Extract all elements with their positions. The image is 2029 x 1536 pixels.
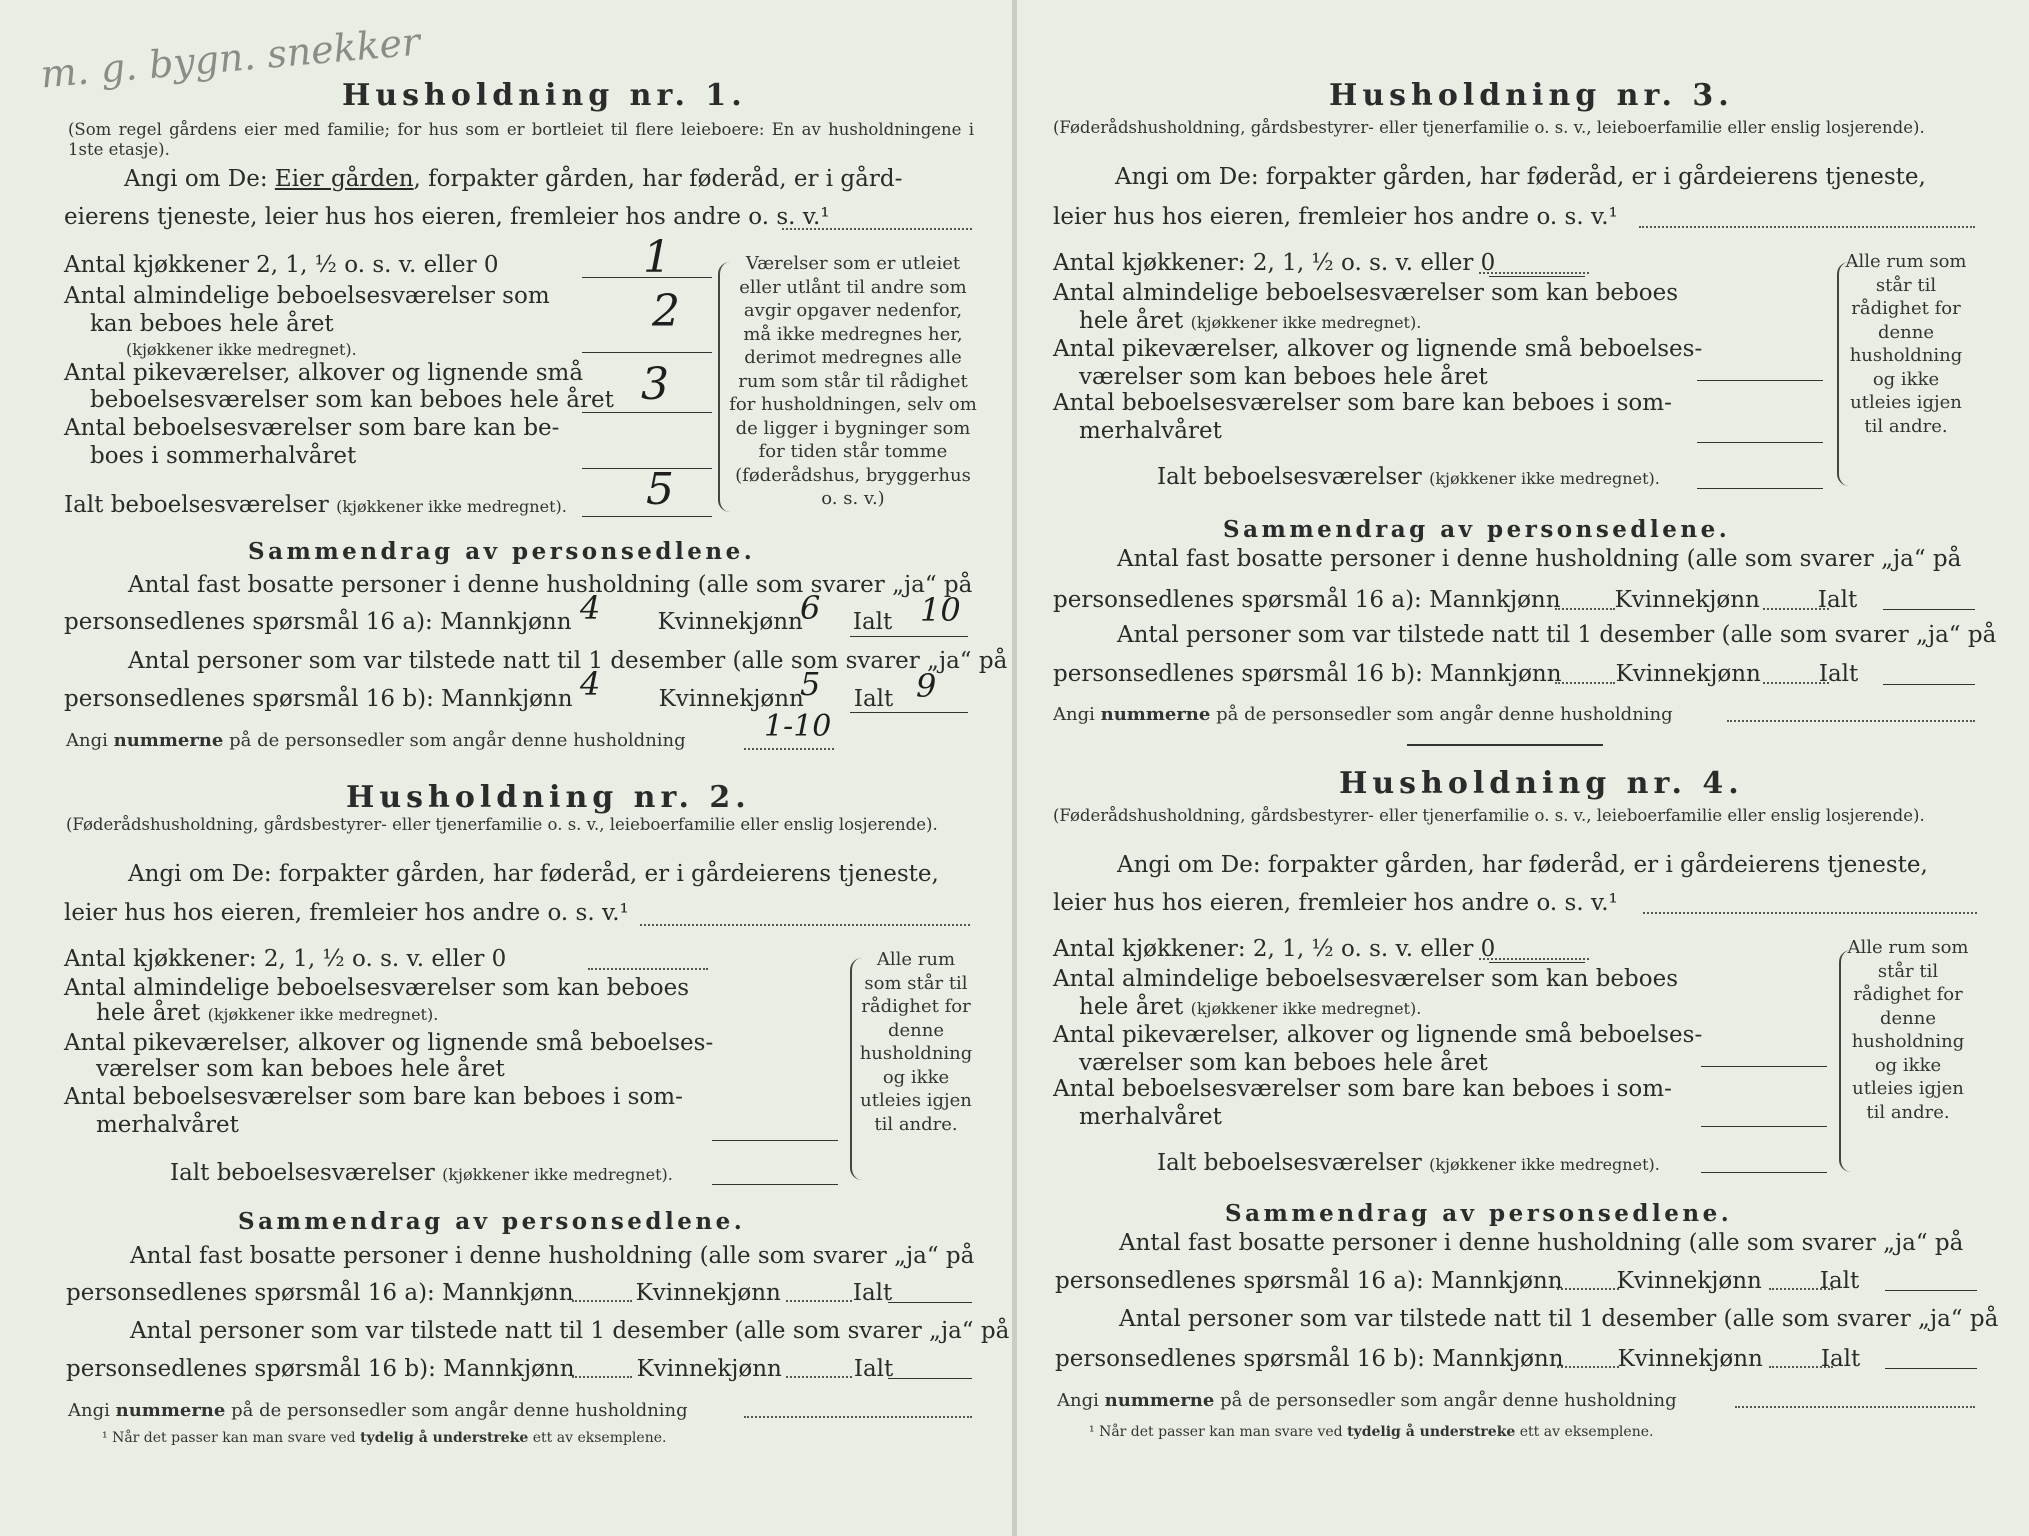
h4-maid-rooms-label-b: værelser som kan beboes hele året: [1079, 1050, 1488, 1076]
h4-total-rooms-label: Ialt beboelsesværelser (kjøkkener ikke medregnet).: [1157, 1150, 1660, 1176]
h1-summary-a-line1: Antal fast bosatte personer i denne husholdning (alle som svarer „ja“ på: [128, 572, 973, 598]
h2-summary-a-line2: personsedlenes spørsmål 16 a): Mannkjønn Kvinnekjønn Ialt: [66, 1280, 893, 1306]
h1-kitchens-value: 1: [643, 232, 671, 283]
h4-summary-a-line2: personsedlenes spørsmål 16 a): Mannkjønn Kvinnekjønn Ialt: [1055, 1268, 1860, 1294]
section-separator: [1407, 744, 1603, 746]
h1-numbers-value: 1-10: [764, 709, 832, 744]
h4-summary-a-line1: Antal fast bosatte personer i denne husholdning (alle som svarer „ja“ på: [1119, 1230, 1964, 1256]
h1-16a-total: 10: [920, 591, 961, 629]
h1-numbers-label: Angi nummerne på de personsedler som angår denne husholdning: [66, 730, 686, 751]
h1-summer-rooms-label-b: boes i sommerhalvåret: [90, 443, 357, 469]
h1-16b-male: 4: [580, 665, 601, 703]
h2-summary-b-line2: personsedlenes spørsmål 16 b): Mannkjønn Kvinnekjønn Ialt: [66, 1356, 894, 1382]
h1-maid-rooms-value: 3: [641, 359, 669, 410]
h1-summer-rooms-label-a: Antal beboelsesværelser som bare kan be-: [64, 415, 560, 441]
household-2-title: Husholdning nr. 2.: [346, 780, 751, 815]
household-1-title: Husholdning nr. 1.: [342, 78, 747, 113]
h3-summary-a-line1: Antal fast bosatte personer i denne husholdning (alle som svarer „ja“ på: [1117, 546, 1962, 572]
right-footnote: ¹ Når det passer kan man svare ved tydelig å understreke ett av eksemplene.: [1089, 1424, 1654, 1440]
h1-summary-a-line2: personsedlenes spørsmål 16 a): Mannkjønn Kvinnekjønn Ialt: [64, 609, 893, 635]
h3-maid-rooms-label-b: værelser som kan beboes hele året: [1079, 364, 1488, 390]
h1-maid-rooms-label-b: beboelsesværelser som kan beboes hele året: [90, 387, 614, 413]
h3-rooms-label-a: Antal almindelige beboelsesværelser som kan beboes: [1053, 280, 1679, 306]
household-1-note: (Som regel gårdens eier med familie; for hus som er bortleiet til flere leieboere: En av husholdningene i 1ste etasje).: [68, 120, 974, 159]
h3-total-rooms-label: Ialt beboelsesværelser (kjøkkener ikke medregnet).: [1157, 464, 1660, 490]
household-4-title: Husholdning nr. 4.: [1339, 766, 1744, 801]
household-4-note: (Føderådshusholdning, gårdsbestyrer- eller tjenerfamilie o. s. v., leieboerfamilie eller enslig losjerende).: [1053, 806, 1925, 825]
h3-summer-rooms-label-b: merhalvåret: [1079, 418, 1222, 444]
h4-side-note: Alle rum som står til rådighet for denne husholdning og ikke utleies igjen til andre.: [1847, 937, 1969, 1123]
h4-rooms-label-a: Antal almindelige beboelsesværelser som kan beboes: [1053, 966, 1679, 992]
h2-rooms-label-a: Antal almindelige beboelsesværelser som kan beboes: [64, 975, 690, 1001]
h1-16a-female: 6: [800, 589, 821, 627]
h4-summary-b-line2: personsedlenes spørsmål 16 b): Mannkjønn Kvinnekjønn Ialt: [1055, 1346, 1861, 1372]
household-4-angi-line2: leier hus hos eieren, fremleier hos andre o. s. v.¹: [1053, 890, 1618, 916]
left-footnote: ¹ Når det passer kan man svare ved tydelig å understreke ett av eksemplene.: [102, 1430, 667, 1446]
h4-summer-rooms-label-a: Antal beboelsesværelser som bare kan beboes i som-: [1053, 1076, 1672, 1102]
h2-maid-rooms-label-a: Antal pikeværelser, alkover og lignende små beboelses-: [64, 1030, 714, 1056]
household-3-angi-line2: leier hus hos eieren, fremleier hos andre o. s. v.¹: [1053, 204, 1618, 230]
h2-summary-a-line1: Antal fast bosatte personer i denne husholdning (alle som svarer „ja“ på: [130, 1243, 975, 1269]
h1-total-rooms-value: 5: [646, 464, 674, 515]
household-3-angi-line1: Angi om De: forpakter gården, har føderåd, er i gårdeierens tjeneste,: [1115, 164, 1926, 190]
h1-total-rooms-label: Ialt beboelsesværelser (kjøkkener ikke medregnet).: [64, 492, 567, 518]
h1-maid-rooms-label-a: Antal pikeværelser, alkover og lignende små: [64, 360, 584, 386]
h4-rooms-label-b: hele året (kjøkkener ikke medregnet).: [1079, 994, 1422, 1020]
h1-16a-male: 4: [580, 589, 601, 627]
h1-kitchens-label: Antal kjøkkener 2, 1, ½ o. s. v. eller 0: [64, 252, 499, 278]
household-1-angi-line2: eierens tjeneste, leier hus hos eieren, fremleier hos andre o. s. v.¹: [64, 204, 830, 230]
h3-numbers-label: Angi nummerne på de personsedler som angår denne husholdning: [1053, 704, 1673, 725]
h1-16b-total: 9: [916, 667, 937, 705]
household-2-angi-line2: leier hus hos eieren, fremleier hos andre o. s. v.¹: [64, 900, 629, 926]
h1-side-note: Værelser som er utleiet eller utlånt til andre som avgir opgaver nedenfor, må ikke medregnes her, derimot medregnes alle rum som står til rådighet for husholdningen, selv om de ligger i bygninger som for tiden står tomme (føderådshus, bryggerhus o. s. v.): [729, 253, 977, 509]
left-page: [0, 0, 1012, 1536]
h3-summer-rooms-label-a: Antal beboelsesværelser som bare kan beboes i som-: [1053, 390, 1672, 416]
h1-rooms-label-c: (kjøkkener ikke medregnet).: [126, 340, 357, 359]
h1-summary-title: Sammendrag av personsedlene.: [248, 538, 756, 565]
h4-summary-b-line1: Antal personer som var tilstede natt til 1 desember (alle som svarer „ja“ på: [1119, 1306, 1999, 1332]
h4-summer-rooms-label-b: merhalvåret: [1079, 1104, 1222, 1130]
h4-numbers-label: Angi nummerne på de personsedler som angår denne husholdning: [1057, 1390, 1677, 1411]
h3-summary-b-line1: Antal personer som var tilstede natt til 1 desember (alle som svarer „ja“ på: [1117, 622, 1997, 648]
household-4-angi-line1: Angi om De: forpakter gården, har føderåd, er i gårdeierens tjeneste,: [1117, 852, 1928, 878]
h1-rooms-value: 2: [652, 286, 680, 337]
h3-rooms-label-b: hele året (kjøkkener ikke medregnet).: [1079, 308, 1422, 334]
h1-rooms-label-a: Antal almindelige beboelsesværelser som: [64, 283, 550, 309]
h2-total-rooms-label: Ialt beboelsesværelser (kjøkkener ikke medregnet).: [170, 1160, 673, 1186]
h4-kitchens-label: Antal kjøkkener: 2, 1, ½ o. s. v. eller 0: [1053, 936, 1496, 962]
h4-maid-rooms-label-a: Antal pikeværelser, alkover og lignende små beboelses-: [1053, 1022, 1703, 1048]
h1-summary-b-line2: personsedlenes spørsmål 16 b): Mannkjønn Kvinnekjønn Ialt: [64, 686, 894, 712]
h4-summary-title: Sammendrag av personsedlene.: [1225, 1200, 1733, 1227]
h3-summary-a-line2: personsedlenes spørsmål 16 a): Mannkjønn Kvinnekjønn Ialt: [1053, 587, 1858, 613]
h2-summer-rooms-label-a: Antal beboelsesværelser som bare kan beboes i som-: [64, 1084, 683, 1110]
h3-maid-rooms-label-a: Antal pikeværelser, alkover og lignende små beboelses-: [1053, 336, 1703, 362]
h3-summary-title: Sammendrag av personsedlene.: [1223, 516, 1731, 543]
household-3-title: Husholdning nr. 3.: [1329, 78, 1734, 113]
h3-side-note: Alle rum som står til rådighet for denne husholdning og ikke utleies igjen til andre.: [1845, 251, 1967, 437]
h1-summary-b-line1: Antal personer som var tilstede natt til 1 desember (alle som svarer „ja“ på: [128, 648, 1008, 674]
h1-16b-female: 5: [800, 665, 821, 703]
h2-numbers-label: Angi nummerne på de personsedler som angår denne husholdning: [68, 1400, 688, 1421]
h2-rooms-label-b: hele året (kjøkkener ikke medregnet).: [96, 1000, 439, 1026]
h2-summary-b-line1: Antal personer som var tilstede natt til 1 desember (alle som svarer „ja“ på: [130, 1318, 1010, 1344]
h2-summary-title: Sammendrag av personsedlene.: [238, 1208, 746, 1235]
h1-rooms-label-b: kan beboes hele året: [90, 311, 334, 337]
right-page: [1017, 0, 2029, 1536]
h2-summer-rooms-label-b: merhalvåret: [96, 1112, 239, 1138]
h2-kitchens-label: Antal kjøkkener: 2, 1, ½ o. s. v. eller 0: [64, 946, 507, 972]
h2-maid-rooms-label-b: værelser som kan beboes hele året: [96, 1056, 505, 1082]
h2-side-note: Alle rum som står til rådighet for denne husholdning og ikke utleies igjen til andre.: [859, 949, 973, 1135]
h3-summary-b-line2: personsedlenes spørsmål 16 b): Mannkjønn Kvinnekjønn Ialt: [1053, 661, 1859, 687]
h3-kitchens-label: Antal kjøkkener: 2, 1, ½ o. s. v. eller 0: [1053, 250, 1496, 276]
household-2-angi-line1: Angi om De: forpakter gården, har føderåd, er i gårdeierens tjeneste,: [128, 861, 939, 887]
household-1-angi-line1: Angi om De: Eier gården, forpakter gården, har føderåd, er i gård-: [124, 166, 903, 192]
selected-option-eier: Eier gården: [274, 166, 414, 192]
household-3-note: (Føderådshusholdning, gårdsbestyrer- eller tjenerfamilie o. s. v., leieboerfamilie eller enslig losjerende).: [1053, 118, 1925, 137]
pencil-annotation: m. g. bygn. snekker: [38, 19, 422, 97]
household-2-note: (Føderådshusholdning, gårdsbestyrer- eller tjenerfamilie o. s. v., leieboerfamilie eller enslig losjerende).: [66, 815, 938, 834]
